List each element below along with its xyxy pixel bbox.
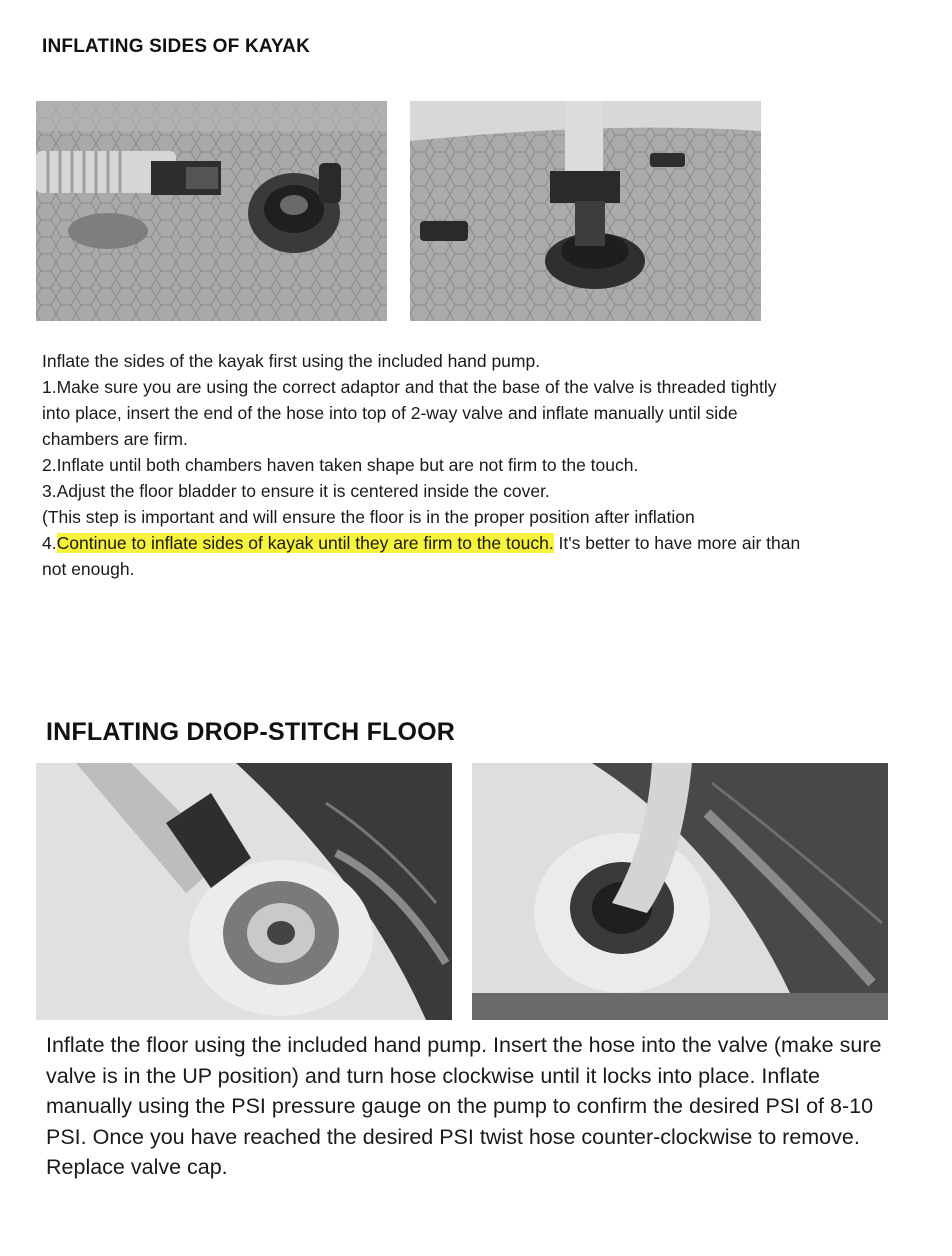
step4-rest: It's better to have more air than not enough. — [42, 533, 801, 579]
section1-instructions — [42, 348, 802, 582]
photo-side-valve-hose-inserted — [410, 101, 761, 321]
section1-step1: 1.Make sure you are using the correct adaptor and that the base of the valve is threaded tightly into place, insert the end of the hose into top of 2-way valve and inflate manually until side chambers are firm. — [42, 377, 777, 449]
section1-step2: 2.Inflate until both chambers haven taken shape but are not firm to the touch. — [42, 455, 639, 475]
photo-side-valve-adaptor — [36, 101, 387, 321]
section1-intro: Inflate the sides of the kayak first using the included hand pump. — [42, 351, 541, 371]
section1-step3: 3.Adjust the floor bladder to ensure it is centered inside the cover. — [42, 481, 550, 501]
section1-heading: INFLATING SIDES OF KAYAK — [42, 36, 311, 57]
step4-highlight: Continue to inflate sides of kayak until they are firm to the touch. — [56, 533, 554, 553]
photo-floor-valve-hose-locked — [472, 763, 888, 1020]
step4-prefix: 4. — [42, 533, 57, 553]
section1-step4 — [42, 530, 802, 582]
section1-step3-note: (This step is important and will ensure the floor is in the proper position after inflation — [42, 507, 695, 527]
section2-heading: INFLATING DROP-STITCH FLOOR — [46, 718, 456, 746]
section2-instructions: Inflate the floor using the included hand pump. Insert the hose into the valve (make sure valve is in the UP position) and turn hose clockwise until it locks into place. Inflate manually using the PSI pressure gauge on the pump to confirm the desired PSI of 8-10 PSI. Once you have reached the desired PSI twist hose counter-clockwise to remove. Replace valve cap. — [46, 1033, 882, 1179]
photo-floor-valve-adaptor — [36, 763, 452, 1020]
